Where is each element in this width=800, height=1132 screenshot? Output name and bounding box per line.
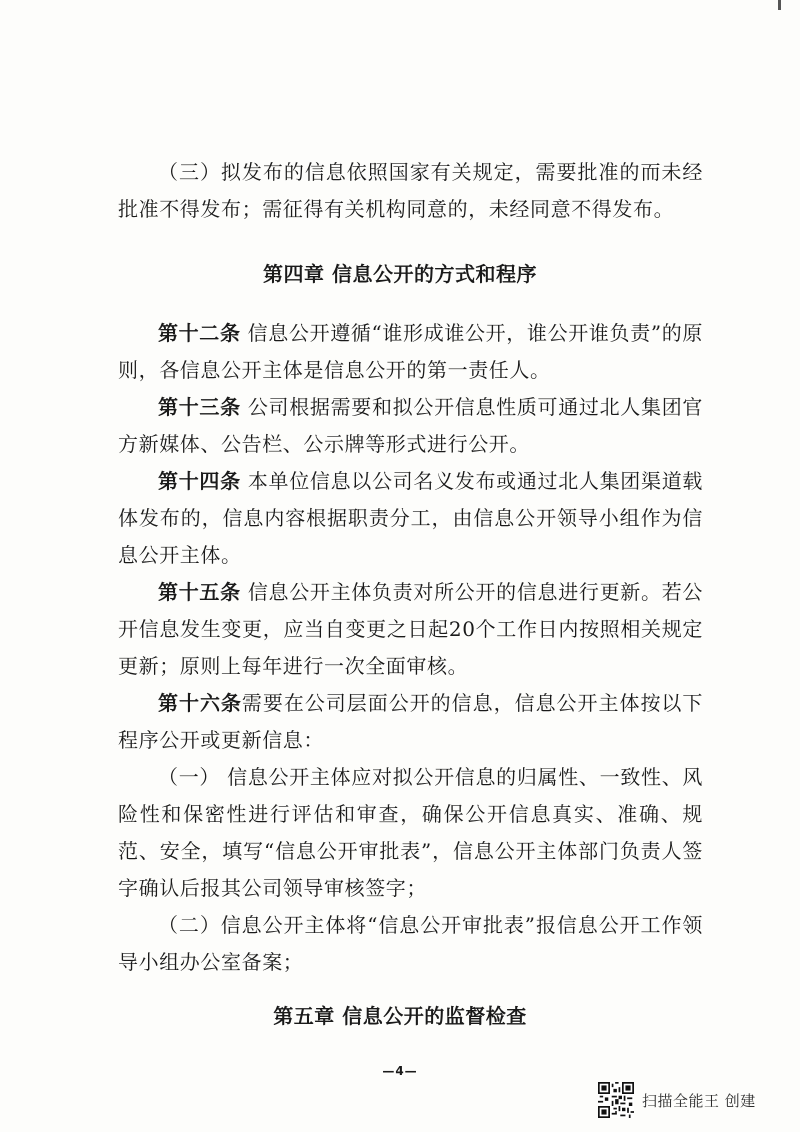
chapter-heading: 第四章 信息公开的方式和程序 — [263, 262, 537, 286]
article-15 — [118, 574, 703, 685]
chapter-heading: 第五章 信息公开的监督检查 — [273, 1004, 527, 1028]
article-number: 第十三条 — [158, 395, 241, 419]
procedure-item-1 — [118, 759, 703, 907]
watermark-text: 扫描全能王 创建 — [642, 1091, 756, 1110]
paragraph-item-3 — [118, 154, 703, 228]
procedure-text: （一） 信息公开主体应对拟公开信息的归属性、一致性、风险性和保密性进行评估和审查，确保公开信息真实、准确、规范、安全，填写“信息公开审批表”，信息公开主体部门负责人签字确认后报其公司领导审核签字； — [118, 765, 703, 900]
article-12 — [118, 315, 703, 389]
article-text: 公司根据需要和拟公开信息性质可通过北人集团官方新媒体、公告栏、公示牌等形式进行公开。 — [118, 395, 703, 456]
article-number: 第十六条 — [158, 691, 242, 715]
paragraph-text: （三）拟发布的信息依照国家有关规定，需要批准的而未经批准不得发布；需征得有关机构同意的，未经同意不得发布。 — [118, 160, 703, 221]
article-text: 信息公开遵循“谁形成谁公开，谁公开谁负责”的原则，各信息公开主体是信息公开的第一责任人。 — [118, 321, 703, 382]
article-text: 需要在公司层面公开的信息，信息公开主体按以下程序公开或更新信息： — [118, 691, 703, 752]
qr-code-icon — [598, 1082, 634, 1118]
page-number: —4— — [382, 1064, 418, 1078]
scan-artifact — [778, 0, 781, 10]
article-14 — [118, 463, 703, 574]
article-text: 信息公开主体负责对所公开的信息进行更新。若公开信息发生变更，应当自变更之日起20个工作日内按照相关规定更新；原则上每年进行一次全面审核。 — [118, 580, 703, 678]
article-number: 第十四条 — [158, 469, 241, 493]
article-13 — [118, 389, 703, 463]
article-16 — [118, 685, 703, 759]
article-text: 本单位信息以公司名义发布或通过北人集团渠道载体发布的，信息内容根据职责分工，由信息公开领导小组作为信息公开主体。 — [118, 469, 703, 567]
article-number: 第十五条 — [158, 580, 241, 604]
scanner-watermark — [598, 1080, 756, 1120]
procedure-item-2 — [118, 907, 703, 981]
article-number: 第十二条 — [158, 321, 241, 345]
procedure-text: （二）信息公开主体将“信息公开审批表”报信息公开工作领导小组办公室备案； — [118, 913, 703, 974]
